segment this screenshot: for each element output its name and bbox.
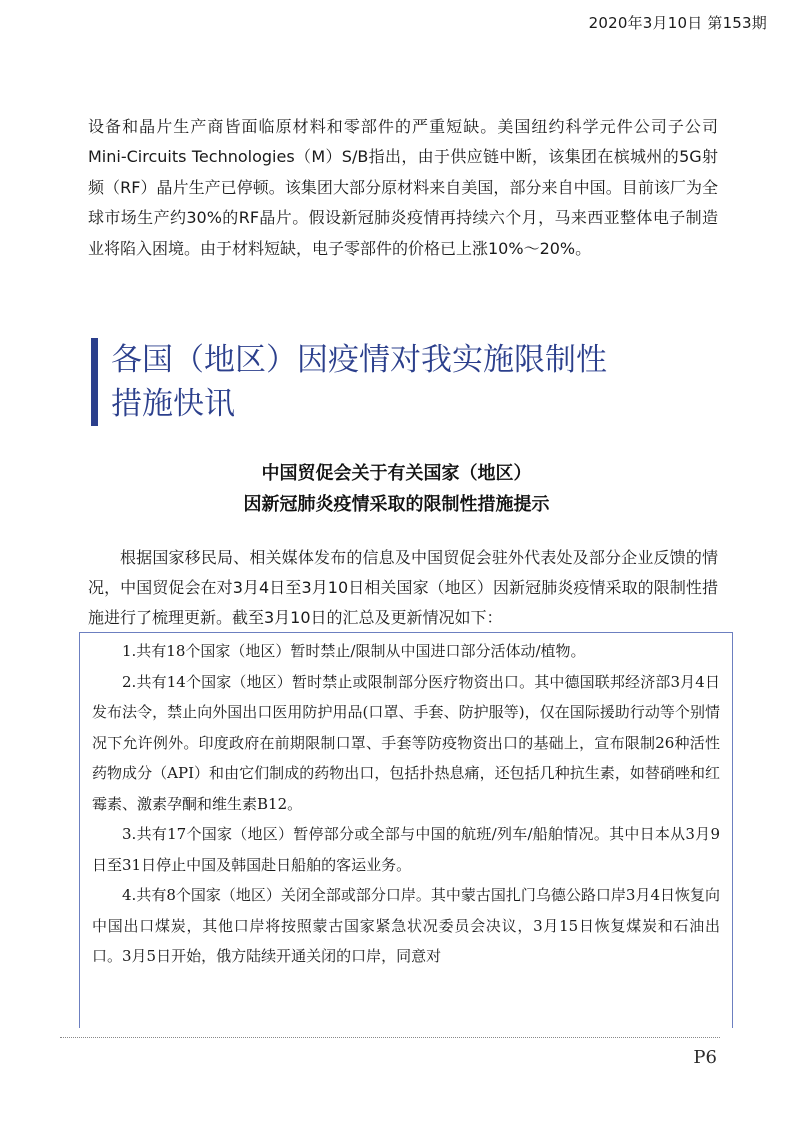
measures-list [80, 633, 732, 972]
notice-title-line1: 中国贸促会关于有关国家（地区） [261, 463, 532, 484]
section-accent-bar [91, 338, 98, 426]
section-title-line2: 措施快讯 [111, 386, 235, 422]
measure-item: 1.共有18个国家（地区）暂时禁止/限制从中国进口部分活体动/植物。 [122, 642, 586, 660]
notice-intro: 根据国家移民局、相关媒体发布的信息及中国贸促会驻外代表处及部分企业反馈的情况，中国贸促会在对3月4日至3月10日相关国家（地区）因新冠肺炎疫情采取的限制性措施进行了梳理更新。截至3月10日的汇总及更新情况如下： [88, 548, 718, 627]
notice-title [0, 458, 793, 520]
measure-item: 4.共有8个国家（地区）关闭全部或部分口岸。其中蒙古国扎门乌德公路口岸3月4日恢复向中国出口煤炭，其他口岸将按照蒙古国家紧急状况委员会决议，3月15日恢复煤炭和石油出口。3月5日开始，俄方陆续开通关闭的口岸，同意对 [92, 886, 720, 965]
section-title [111, 338, 607, 426]
section-title-line1: 各国（地区）因疫情对我实施限制性 [111, 342, 607, 378]
issue-date: 2020年3月10日 第153期 [588, 14, 767, 32]
page-number: P6 [693, 1047, 717, 1068]
footer-divider [60, 1037, 720, 1038]
measure-item: 2.共有14个国家（地区）暂时禁止或限制部分医疗物资出口。其中德国联邦经济部3月4日发布法令，禁止向外国出口医用防护用品(口罩、手套、防护服等)，仅在国际援助行动等个别情况下允许例外。印度政府在前期限制口罩、手套等防疫物资出口的基础上，宣布限制26种活性药物成分（API）和由它们制成的药物出口，包括扑热息痛，还包括几种抗生素，如替硝唑和红霉素、激素孕酮和维生素B12。 [92, 672, 720, 813]
notice-title-line2: 因新冠肺炎疫情采取的限制性措施提示 [243, 494, 550, 515]
section-heading [91, 338, 731, 426]
measures-box [79, 632, 733, 1028]
measure-item: 3.共有17个国家（地区）暂停部分或全部与中国的航班/列车/船舶情况。其中日本从3月9日至31日停止中国及韩国赴日船舶的客运业务。 [92, 825, 720, 874]
intro-paragraph: 设备和晶片生产商皆面临原材料和零部件的严重短缺。美国纽约科学元件公司子公司Mini-Circuits Technologies（M）S/B指出，由于供应链中断，该集团在槟城州的5G射频（RF）晶片生产已停顿。该集团大部分原材料来自美国，部分来自中国。目前该厂为全球市场生产约30%的RF晶片。假设新冠肺炎疫情再持续六个月，马来西亚整体电子制造业将陷入困境。由于材料短缺，电子零部件的价格已上涨10%～20%。 [88, 117, 718, 258]
